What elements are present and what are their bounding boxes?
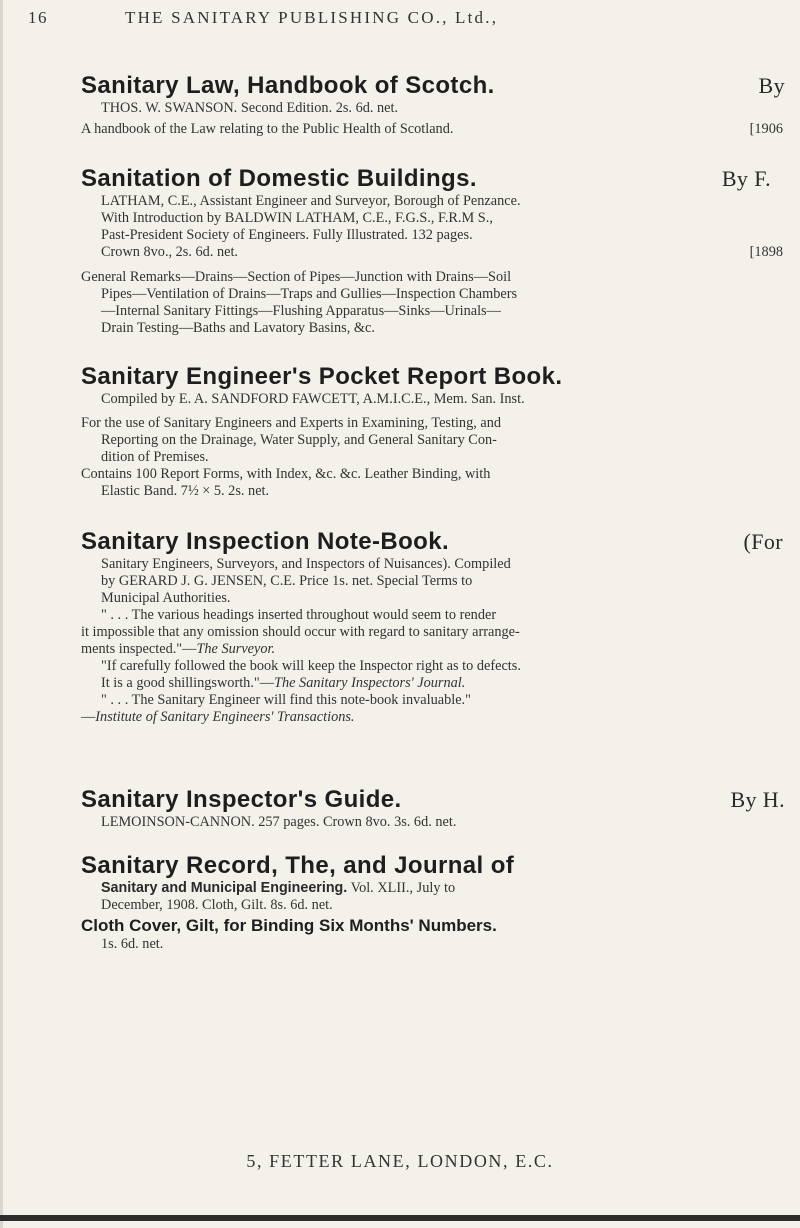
entry-inspectors-guide (81, 786, 785, 831)
terms-line: Municipal Authorities. (101, 590, 231, 606)
title-text: Sanitary Record, The, and Journal of (81, 852, 515, 879)
year: [1898 (749, 244, 783, 260)
title-text: Sanitation of Domestic Buildings. (81, 165, 477, 192)
quote-line: " . . . The Sanitary Engineer will find this note-book invaluable." (101, 692, 471, 708)
page-edge (0, 0, 3, 1228)
contents-line: General Remarks—Drains—Section of Pipes—Junction with Drains—Soil (81, 269, 512, 285)
description-line: Contains 100 Report Forms, with Index, &c. &c. Leather Binding, with (81, 466, 491, 482)
running-title: THE SANITARY PUBLISHING CO., Ltd., (125, 8, 499, 27)
quote-line (81, 641, 781, 658)
description-line: For the use of Sanitary Engineers and Experts in Examining, Testing, and (81, 415, 502, 431)
price-text: Crown 8vo., 2s. 6d. net. (101, 244, 239, 260)
title-tail: By (758, 73, 785, 98)
description-block (81, 415, 781, 500)
intro-line: With Introduction by BALDWIN LATHAM, C.E., F.G.S., F.R.M S., (101, 210, 493, 226)
entry-title (81, 165, 781, 193)
entry-title (81, 786, 785, 814)
title-text: Sanitary Inspector's Guide. (81, 786, 402, 813)
author-line: by GERARD J. G. JENSEN, C.E. Price 1s. net. Special Terms to (101, 573, 473, 589)
quote-line (81, 709, 781, 726)
description-line (81, 121, 781, 138)
description-line: Reporting on the Drainage, Water Supply, and General Sanitary Con- (101, 432, 497, 448)
quote-line (81, 675, 781, 692)
detail-line: Past-President Society of Engineers. Fully Illustrated. 132 pages. (101, 227, 473, 243)
year: [1906 (749, 121, 783, 137)
quote-source: The Surveyor. (196, 641, 276, 657)
quote-line: it impossible that any omission should occur with regard to sanitary arrange- (81, 624, 520, 640)
contents-line: Pipes—Ventilation of Drains—Traps and Gullies—Inspection Chambers (101, 286, 518, 302)
description-text: A handbook of the Law relating to the Public Health of Scotland. (81, 121, 454, 137)
entry-title (81, 528, 781, 556)
price-line (81, 244, 781, 261)
entry-sanitary-record (81, 852, 781, 953)
author-line: LATHAM, C.E., Assistant Engineer and Surveyor, Borough of Penzance. (101, 193, 521, 209)
description-line: Elastic Band. 7½ × 5. 2s. net. (101, 483, 270, 499)
page-number: 16 (28, 8, 48, 27)
review-quotes (81, 607, 781, 726)
entry-sanitation-domestic (81, 165, 781, 337)
title-tail: (For (743, 529, 783, 554)
entry-sanitary-law (81, 72, 785, 138)
entry-inspection-note-book (81, 528, 781, 726)
author-line: LEMOINSON-CANNON. 257 pages. Crown 8vo. 3s. 6d. net. (101, 814, 457, 830)
cloth-cover-title: Cloth Cover, Gilt, for Binding Six Months' Numbers. (81, 916, 497, 935)
title-tail: By H. (730, 787, 785, 812)
quote-source: Institute of Sanitary Engineers' Transactions. (95, 709, 355, 725)
subtitle-bold: Sanitary and Municipal Engineering. (101, 880, 348, 896)
title-text: Sanitary Inspection Note-Book. (81, 528, 450, 555)
quote-text: It is a good shillingsworth."— (101, 675, 275, 691)
subtitle-line: Sanitary Engineers, Surveyors, and Inspectors of Nuisances). Compiled (101, 556, 511, 572)
title-tail: By F. (721, 166, 771, 191)
contents-line: —Internal Sanitary Fittings—Flushing Apparatus—Sinks—Urinals— (101, 303, 501, 319)
entry-title (81, 852, 781, 880)
entry-title: Sanitary Engineer's Pocket Report Book. (81, 363, 563, 390)
quote-source: The Sanitary Inspectors' Journal. (274, 675, 466, 691)
title-text: Sanitary Law, Handbook of Scotch. (81, 72, 495, 99)
quote-line: " . . . The various headings inserted throughout would seem to render (101, 607, 497, 623)
cloth-cover-price: 1s. 6d. net. (101, 936, 164, 952)
page-header (28, 8, 788, 32)
quote-line: "If carefully followed the book will keep the Inspector right as to defects. (101, 658, 521, 674)
publisher-address: 5, FETTER LANE, LONDON, E.C. (246, 1151, 554, 1171)
edition-line: December, 1908. Cloth, Gilt. 8s. 6d. net. (101, 897, 333, 913)
contents-list (81, 269, 781, 337)
quote-text: — (81, 709, 96, 725)
contents-line: Drain Testing—Baths and Lavatory Basins, &c. (101, 320, 375, 336)
author-line: THOS. W. SWANSON. Second Edition. 2s. 6d. net. (101, 100, 399, 116)
subtitle-rest: Vol. XLII., July to (347, 880, 456, 896)
description-line: dition of Premises. (101, 449, 209, 465)
entry-pocket-report-book (81, 363, 781, 500)
author-line: Compiled by E. A. SANDFORD FAWCETT, A.M.I.C.E., Mem. San. Inst. (101, 391, 525, 407)
subtitle-line (81, 880, 781, 897)
quote-text: ments inspected."— (81, 641, 197, 657)
entry-title (81, 72, 785, 100)
bottom-rule (0, 1215, 800, 1221)
